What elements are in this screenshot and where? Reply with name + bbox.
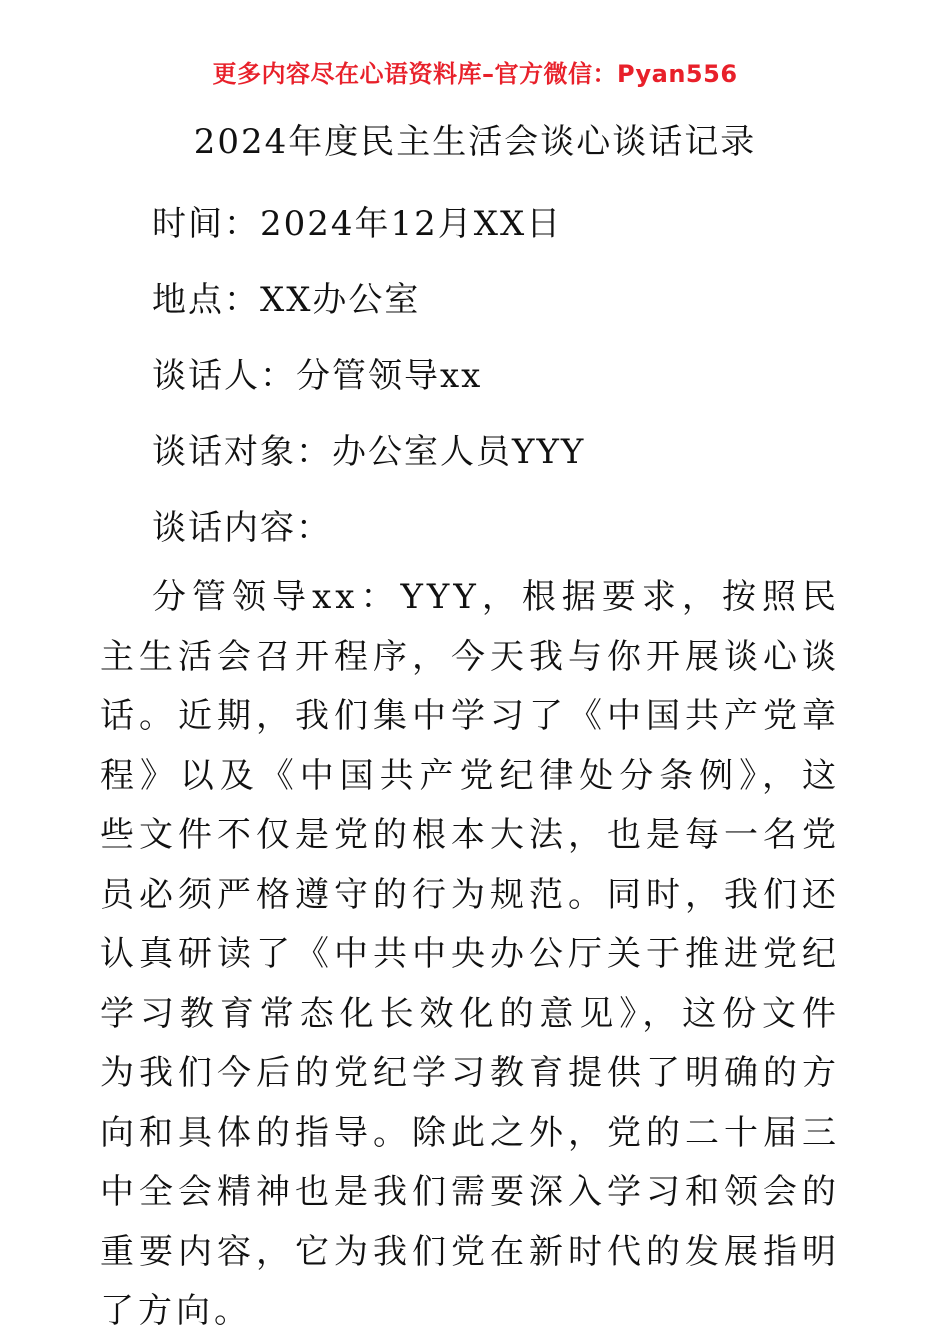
meta-speaker: 谈话人：分管领导xx — [152, 356, 483, 396]
body-paragraph: 分管领导xx：YYY，根据要求，按照民主生活会召开程序，今天我与你开展谈心谈话。近期，我们集中学习了《中国共产党章程》以及《中国共产党纪律处分条例》，这些文件不仅是党的根本大法，也是每一名党员必须严格遵守的行为规范。同时，我们还认真研读了《中共中央办公厅关于推进党纪学习教育常态化长效化的意见》，这份文件为我们今后的党纪学习教育提供了明确的方向和具体的指导。除此之外，党的二十届三中全会精神也是我们需要深入学习和领会的重要内容，它为我们党在新时代的发展指明了方向。 — [100, 577, 840, 1331]
meta-location: 地点：XX办公室 — [152, 280, 421, 320]
document-title: 2024年度民主生活会谈心谈话记录 — [193, 122, 757, 162]
meta-time: 时间：2024年12月XX日 — [152, 204, 563, 244]
content-label: 谈话内容： — [152, 508, 332, 548]
meta-subject: 谈话对象：办公室人员YYY — [152, 432, 586, 472]
header-banner: 更多内容尽在心语资料库–官方微信：Pyan556 — [212, 60, 738, 88]
